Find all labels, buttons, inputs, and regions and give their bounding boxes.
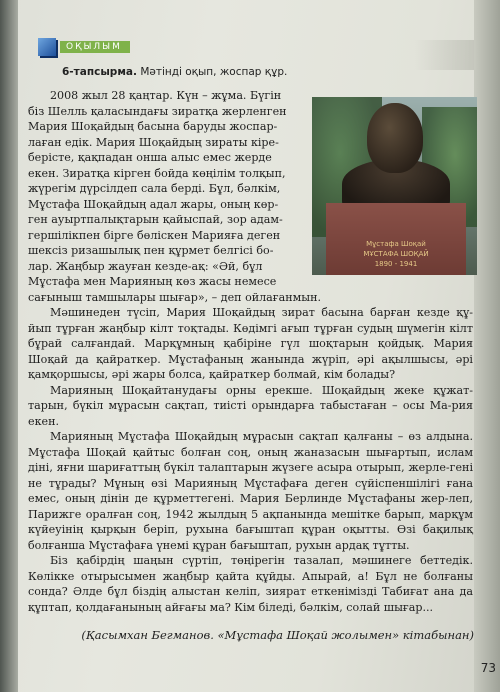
task-text: Мәтінді оқып, жоспар құр. — [136, 66, 288, 78]
text-line: сағыныш тамшылары шығар», – деп ойлағанмын. — [28, 290, 321, 304]
cube-icon — [38, 38, 56, 56]
plinth-line-2: МҰСТАФА ШОҚАЙ — [363, 250, 429, 258]
text-line: біз Шелль қаласындағы зиратқа жерленген — [28, 104, 287, 118]
text-line: жүрегім дүрсілдеп сала берді. Бұл, бәлкім, — [28, 182, 281, 195]
text-line: гершілікпен бірге бөлiскен Марияға деген — [28, 228, 281, 242]
text-line: екен. Зиратқа кірген бойда көңілім толқып, — [28, 166, 286, 180]
text-line: Мария Шоқайдың басына баруды жоспар- — [28, 120, 278, 133]
book-spine-shadow — [0, 0, 18, 692]
text-line: 2008 жыл 28 қаңтар. Күн – жұма. Бүгін — [50, 89, 282, 102]
next-page-edge — [474, 0, 500, 692]
source-caption: (Қасымхан Бегманов. «Мұстафа Шоқай жолымен» кітабынан) — [81, 628, 474, 642]
main-text — [28, 88, 473, 615]
text-line: Мұстафа мен Марияның көз жасы немесе — [28, 275, 277, 288]
paragraph: Марияның Шоқайтанудағы орны ерекше. Шоқайдың жеке құжат-тарын, бүкіл мұрасын сақтап, тиісті орындарға табыстаған – осы Ма-рия екен. — [28, 383, 473, 428]
plinth-line-1: Мұстафа Шоқай — [366, 240, 426, 248]
page-number: 73 — [480, 661, 496, 675]
task-instruction — [62, 66, 482, 78]
section-label: ОҚЫЛЫМ — [60, 41, 130, 53]
text-line: лар. Жаңбыр жауған кезде-ақ: «Әй, бұл — [28, 259, 263, 273]
task-number: 6-тапсырма. — [62, 66, 137, 78]
paragraph: Марияның Мұстафа Шоқайдың мұрасын сақтап қалғаны – өз алдына. Мұстафа Шоқай қайтыс болған соң, оның жаназасын шығартып, ислам діні, яғни шариғаттың бүкіл талаптарын жүзеге асыра отырып, жерле-гені не тұрады? Мұның өзі Марияның Мұстафаға деген сүйіспеншілігі ғана емес, оның дінін де құрметтегені. Мария Берлинде Мұстафаны жер-леп, Парижге оралған соң, 1942 жылдың 5 ақпанында мешітке барып, марқұм күйеуінің қырқын беріп, рухына бағыштап құран оқытты. Өзі бақилық болғанша Мұстафаға үнемі құран бағыштап, рухын ардақ тұтты. — [28, 430, 473, 552]
text-line: лаған едік. Мария Шоқайдың зираты кіре- — [28, 135, 279, 149]
paragraph: Біз қабірдің шаңын сүртіп, төңірегін тазалап, мәшинеге беттедік. Көлікке отырысымен жаңбыр қайта құйды. Апырай, а! Бұл не болғаны сонда? Әлде бұл біздің алыстан келіп, зиярат еткенімізді Табиғат ана да құптап, қолдағанының айғағы ма? Кім біледі, бәлкім, солай шығар... — [28, 554, 473, 614]
wrapped-paragraph — [28, 88, 310, 290]
text-line: Мұстафа Шоқайдың адал жары, оның көр- — [28, 197, 279, 211]
text-line: шексіз ризашылық пен құрмет белгісі бо- — [28, 244, 274, 257]
text-line: ген ауыртпалықтарын қайыспай, зор адам- — [28, 213, 283, 226]
text-line: берісте, қақпадан онша алыс емес жерде — [28, 151, 272, 164]
plinth-line-3: 1890 - 1941 — [374, 260, 418, 268]
paragraph: Мәшинеден түсіп, Мария Шоқайдың зират басына барған кезде құ-йып тұрған жаңбыр кілт тоқтады. Көдімгі ағып тұрған судың шүмегін кілт бұрай салғандай. Марқұмның қабіріне гүл шоқтарын қойдық. Мария Шоқай да қайраткер. Мұстафаның жанында жүріп, әрі ақылшысы, әрі қамқоршысы, әрі жары болса, қайраткер болмай, кім болады? — [28, 306, 473, 381]
